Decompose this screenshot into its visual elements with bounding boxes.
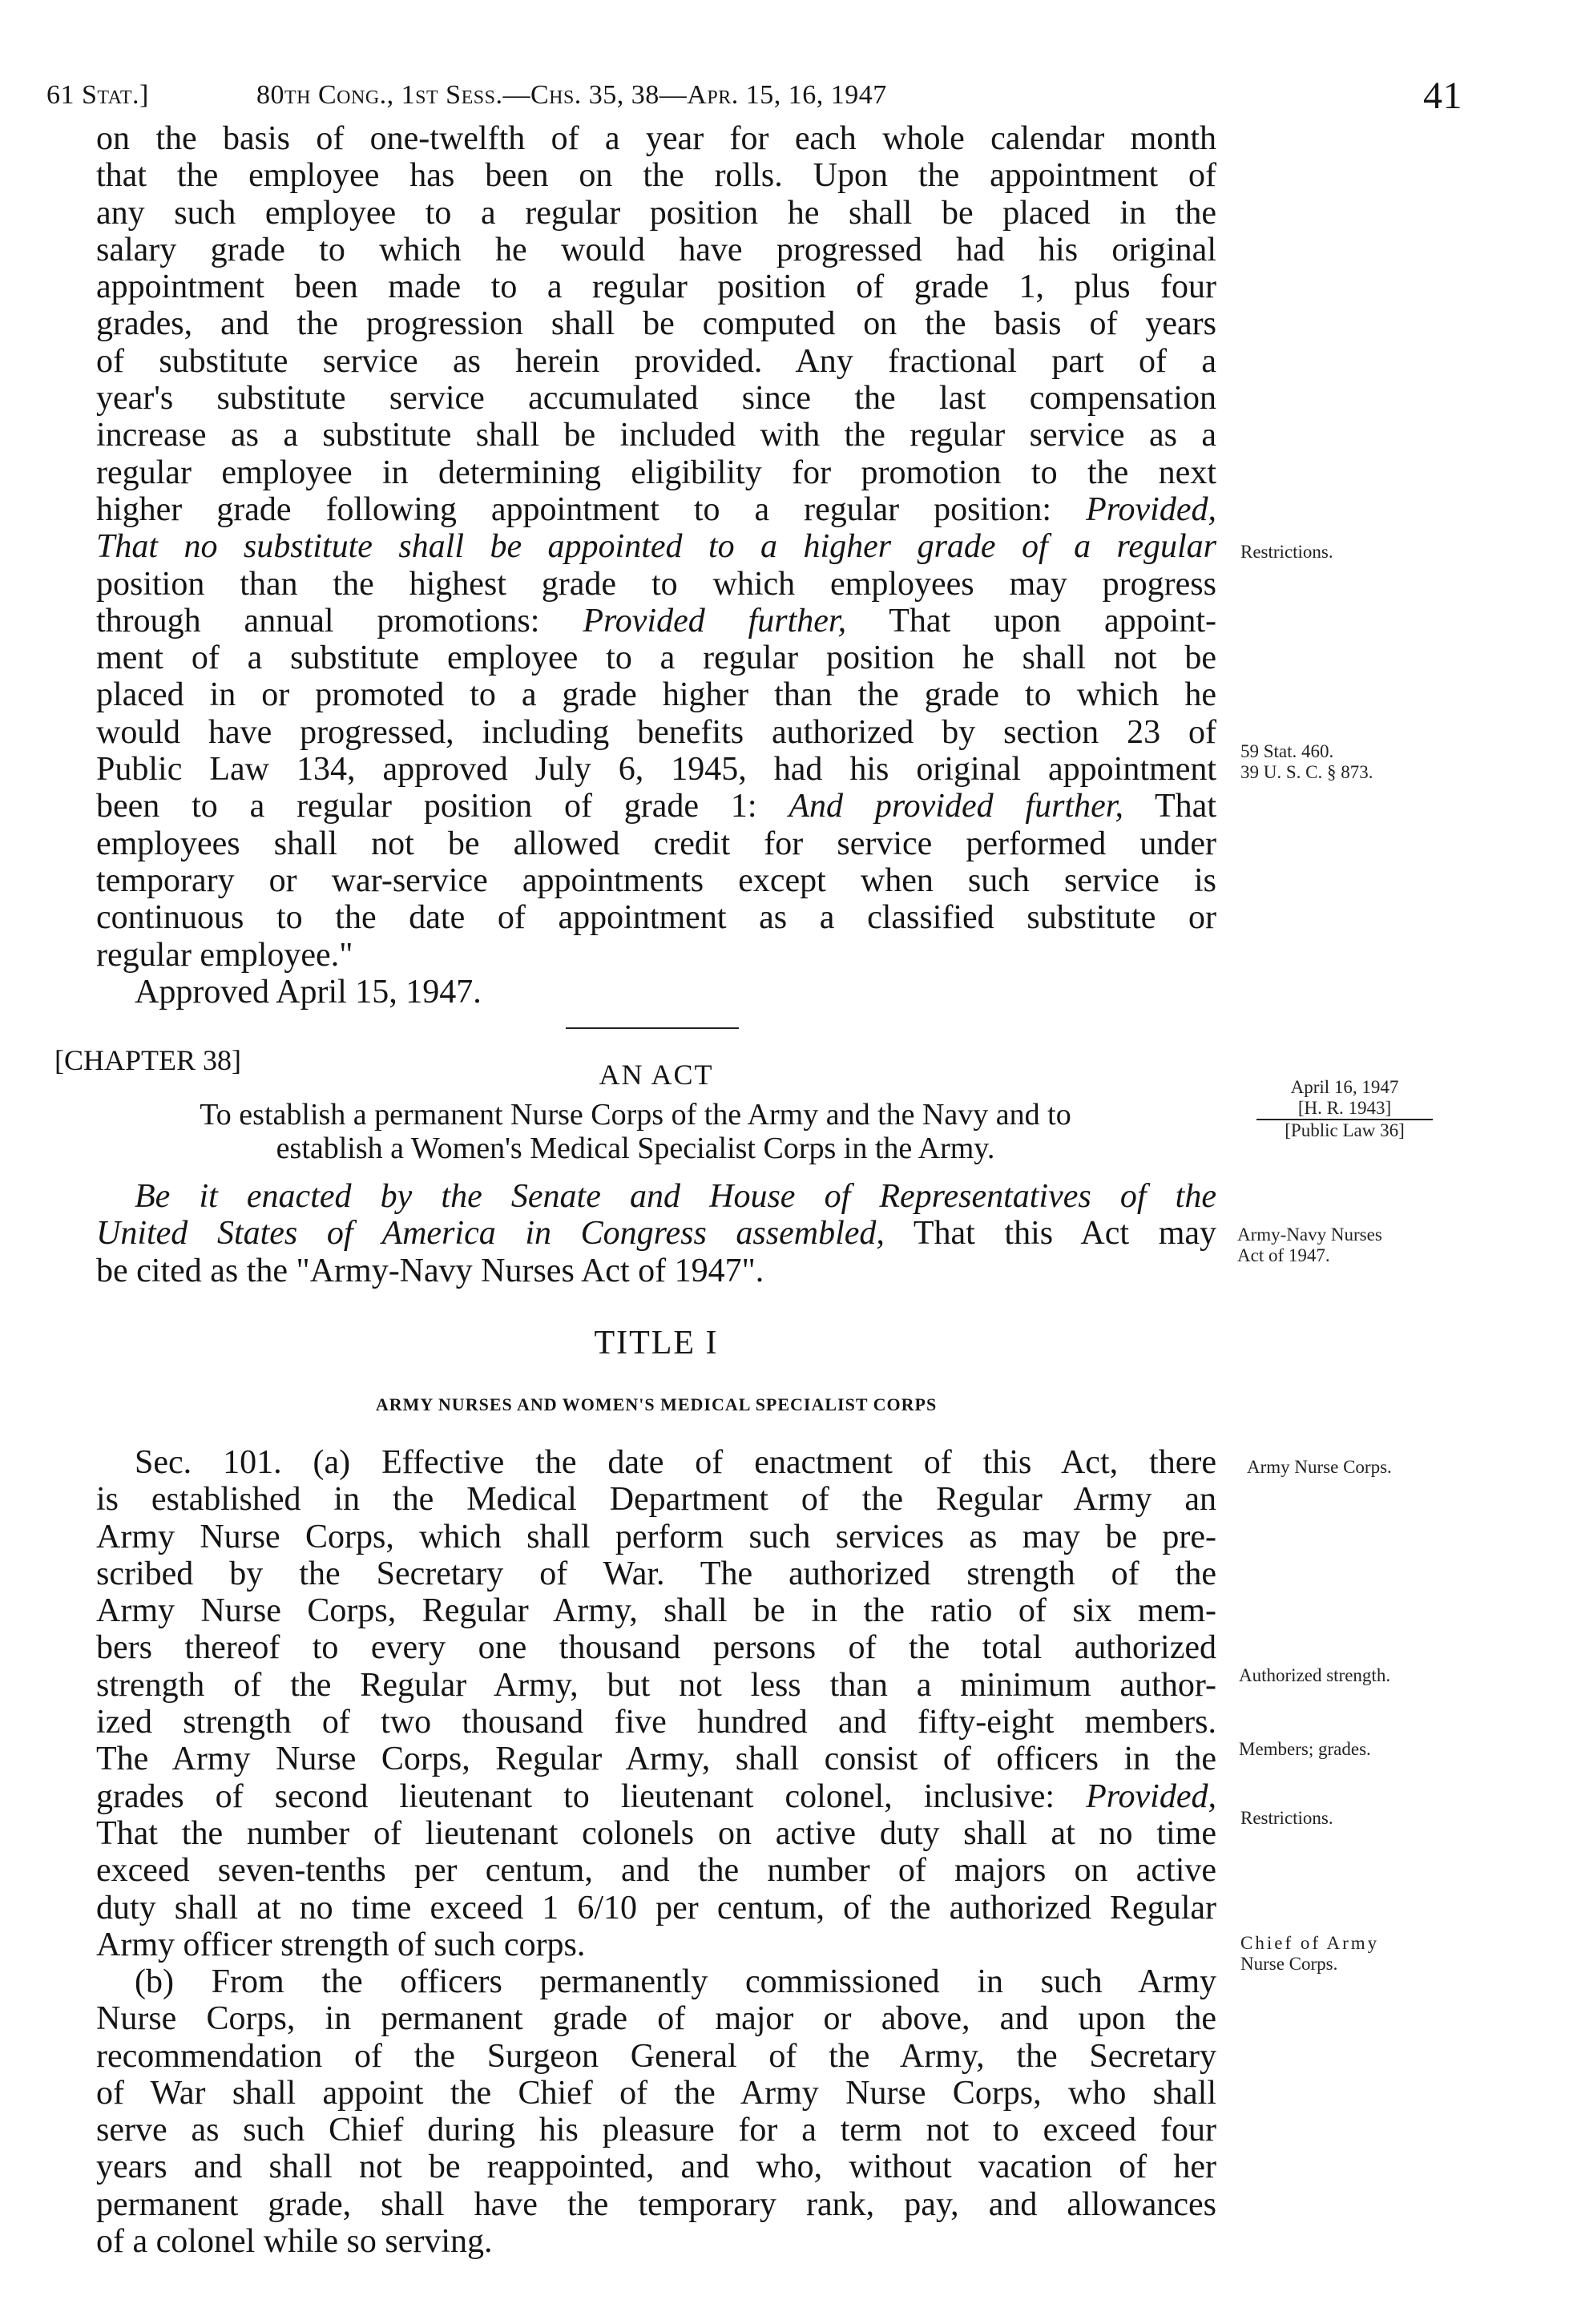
text-line: any such employee to a regular position he shall be placed in the <box>96 194 1216 232</box>
approval-date: Approved April 15, 1947. <box>135 973 482 1011</box>
text-line: Army officer strength of such corps. <box>96 1926 586 1963</box>
header-volume: 61 Stat.] <box>46 80 149 110</box>
text-segment: United States of America in Congress assembled, <box>96 1215 885 1253</box>
margin-note-citation <box>1240 741 1373 783</box>
short-title-line: Army-Navy Nurses <box>1237 1225 1382 1245</box>
text-line: increase as a substitute shall be included with the regular service as a <box>96 417 1216 454</box>
section-101b <box>96 1963 1216 2260</box>
text-line: bers thereof to every one thousand persons of the total authorized <box>96 1629 1216 1667</box>
text-line: Public Law 134, approved July 6, 1945, had his original appointment <box>96 751 1216 789</box>
margin-note-restrictions: Restrictions. <box>1240 542 1333 562</box>
proviso-italic: Provided, <box>1086 1777 1216 1815</box>
text-line: temporary or war-service appointments except when such service is <box>96 861 1216 899</box>
margin-note-army-nurse-corps: Army Nurse Corps. <box>1247 1457 1392 1477</box>
text-line: That the number of lieutenant colonels on active duty shall at no time <box>96 1814 1216 1852</box>
section-101a <box>96 1444 1216 1963</box>
purpose-line: establish a Women's Medical Specialist Corps in the Army. <box>276 1132 995 1165</box>
text-line <box>96 1778 1216 1815</box>
text-line: year's substitute service accumulated since the last compensation <box>96 380 1216 418</box>
purpose-line: To establish a permanent Nurse Corps of the Army and the Navy and to <box>200 1098 1071 1132</box>
title-subheading: ARMY NURSES AND WOMEN'S MEDICAL SPECIALIST CORPS <box>375 1394 938 1414</box>
margin-note-restrictions: Restrictions. <box>1240 1808 1333 1828</box>
act-title: AN ACT <box>599 1059 714 1091</box>
proviso-italic: Provided, <box>1086 490 1216 528</box>
text-line: The Army Nurse Corps, Regular Army, shall consist of officers in the <box>96 1741 1216 1778</box>
text-line: would have progressed, including benefits authorized by section 23 of <box>96 713 1216 751</box>
chief-line: Nurse Corps. <box>1240 1954 1338 1974</box>
text-segment: That <box>1155 788 1216 825</box>
proviso-italic: Provided further, <box>583 602 847 640</box>
margin-note-members-grades: Members; grades. <box>1239 1739 1371 1759</box>
margin-note-enactment <box>1256 1077 1433 1141</box>
chapter-label: [CHAPTER 38] <box>54 1044 241 1076</box>
text-line: permanent grade, shall have the temporary rank, pay, and allowances <box>96 2185 1216 2223</box>
text-line: Army Nurse Corps, which shall perform such services as may be pre- <box>96 1518 1216 1555</box>
text-line: Be it enacted by the Senate and House of Representatives of the <box>135 1178 1216 1215</box>
text-line: years and shall not be reappointed, and who, without vacation of her <box>96 2148 1216 2186</box>
text-line <box>96 1215 1216 1252</box>
text-line: strength of the Regular Army, but not less than a minimum author- <box>96 1666 1216 1704</box>
text-line: be cited as the "Army-Navy Nurses Act of 1947". <box>96 1252 764 1289</box>
text-segment: grades of second lieutenant to lieutenant colonel, inclusive: <box>96 1777 1055 1815</box>
text-line: grades, and the progression shall be computed on the basis of years <box>96 305 1216 343</box>
text-line: (b) From the officers permanently commissioned in such Army <box>135 1963 1216 2000</box>
text-segment: higher grade following appointment to a regular position: <box>96 490 1052 528</box>
text-line: regular employee." <box>96 936 353 974</box>
text-line: Sec. 101. (a) Effective the date of enactment of this Act, there <box>135 1444 1216 1481</box>
text-line: Nurse Corps, in permanent grade of major or above, and upon the <box>96 2000 1216 2038</box>
chief-line: Chief of Army <box>1240 1933 1380 1953</box>
text-line: of War shall appoint the Chief of the Army Nurse Corps, who shall <box>96 2074 1216 2112</box>
proviso-italic: And provided further, <box>789 788 1123 825</box>
citation-line: 59 Stat. 460. <box>1240 741 1334 761</box>
enactment-date: April 16, 1947 <box>1290 1077 1399 1097</box>
text-line: of substitute service as herein provided. Any fractional part of a <box>96 342 1216 380</box>
text-line: that the employee has been on the rolls. Upon the appointment of <box>96 157 1216 195</box>
text-line: employees shall not be allowed credit for service performed under <box>96 825 1216 862</box>
text-line: ment of a substitute employee to a regular position he shall not be <box>96 640 1216 677</box>
enacting-clause <box>96 1178 1216 1289</box>
text-line: continuous to the date of appointment as a classified substitute or <box>96 899 1216 937</box>
public-law-number: [Public Law 36] <box>1285 1120 1405 1140</box>
text-line: Army Nurse Corps, Regular Army, shall be in the ratio of six mem- <box>96 1592 1216 1630</box>
header-session: 80th Cong., 1st Sess.—Chs. 35, 38—Apr. 15, 16, 1947 <box>256 80 887 110</box>
text-line <box>96 603 1216 640</box>
margin-note-authorized-strength: Authorized strength. <box>1239 1665 1391 1685</box>
short-title-line: Act of 1947. <box>1237 1245 1330 1265</box>
text-segment: That this Act may <box>913 1215 1216 1253</box>
text-line: of a colonel while so serving. <box>96 2223 493 2261</box>
text-segment: That upon appoint- <box>889 602 1216 640</box>
margin-note-chief <box>1240 1933 1379 1975</box>
text-line: appointment been made to a regular position of grade 1, plus four <box>96 268 1216 306</box>
text-line <box>96 788 1216 825</box>
text-line: is established in the Medical Department of the Regular Army an <box>96 1481 1216 1519</box>
text-line: ized strength of two thousand five hundred and fifty-eight members. <box>96 1704 1216 1741</box>
text-segment: been to a regular position of grade 1: <box>96 788 757 825</box>
text-line: That no substitute shall be appointed to a higher grade of a regular <box>96 528 1216 566</box>
text-line: salary grade to which he would have progressed had his original <box>96 231 1216 268</box>
text-line: exceed seven-tenths per centum, and the number of majors on active <box>96 1852 1216 1890</box>
text-line: position than the highest grade to which employees may progress <box>96 565 1216 603</box>
text-line: scribed by the Secretary of War. The authorized strength of the <box>96 1555 1216 1592</box>
bill-number: [H. R. 1943] <box>1256 1098 1433 1120</box>
margin-note-short-title <box>1237 1225 1382 1266</box>
section-divider <box>566 1027 739 1029</box>
continuation-text <box>96 120 1216 1011</box>
text-line: recommendation of the Surgeon General of the Army, the Secretary <box>96 2037 1216 2075</box>
text-line: on the basis of one-twelfth of a year for each whole calendar month <box>96 120 1216 157</box>
text-line: serve as such Chief during his pleasure for a term not to exceed four <box>96 2112 1216 2149</box>
text-line: regular employee in determining eligibility for promotion to the next <box>96 454 1216 491</box>
act-purpose <box>54 1098 1216 1165</box>
text-line <box>96 491 1216 528</box>
page-number: 41 <box>1423 75 1462 117</box>
text-segment: through annual promotions: <box>96 602 540 640</box>
text-line: duty shall at no time exceed 1 6/10 per centum, of the authorized Regular <box>96 1889 1216 1927</box>
citation-line: 39 U. S. C. § 873. <box>1240 762 1373 782</box>
title-heading: TITLE I <box>594 1325 719 1362</box>
text-line: placed in or promoted to a grade higher than the grade to which he <box>96 676 1216 714</box>
